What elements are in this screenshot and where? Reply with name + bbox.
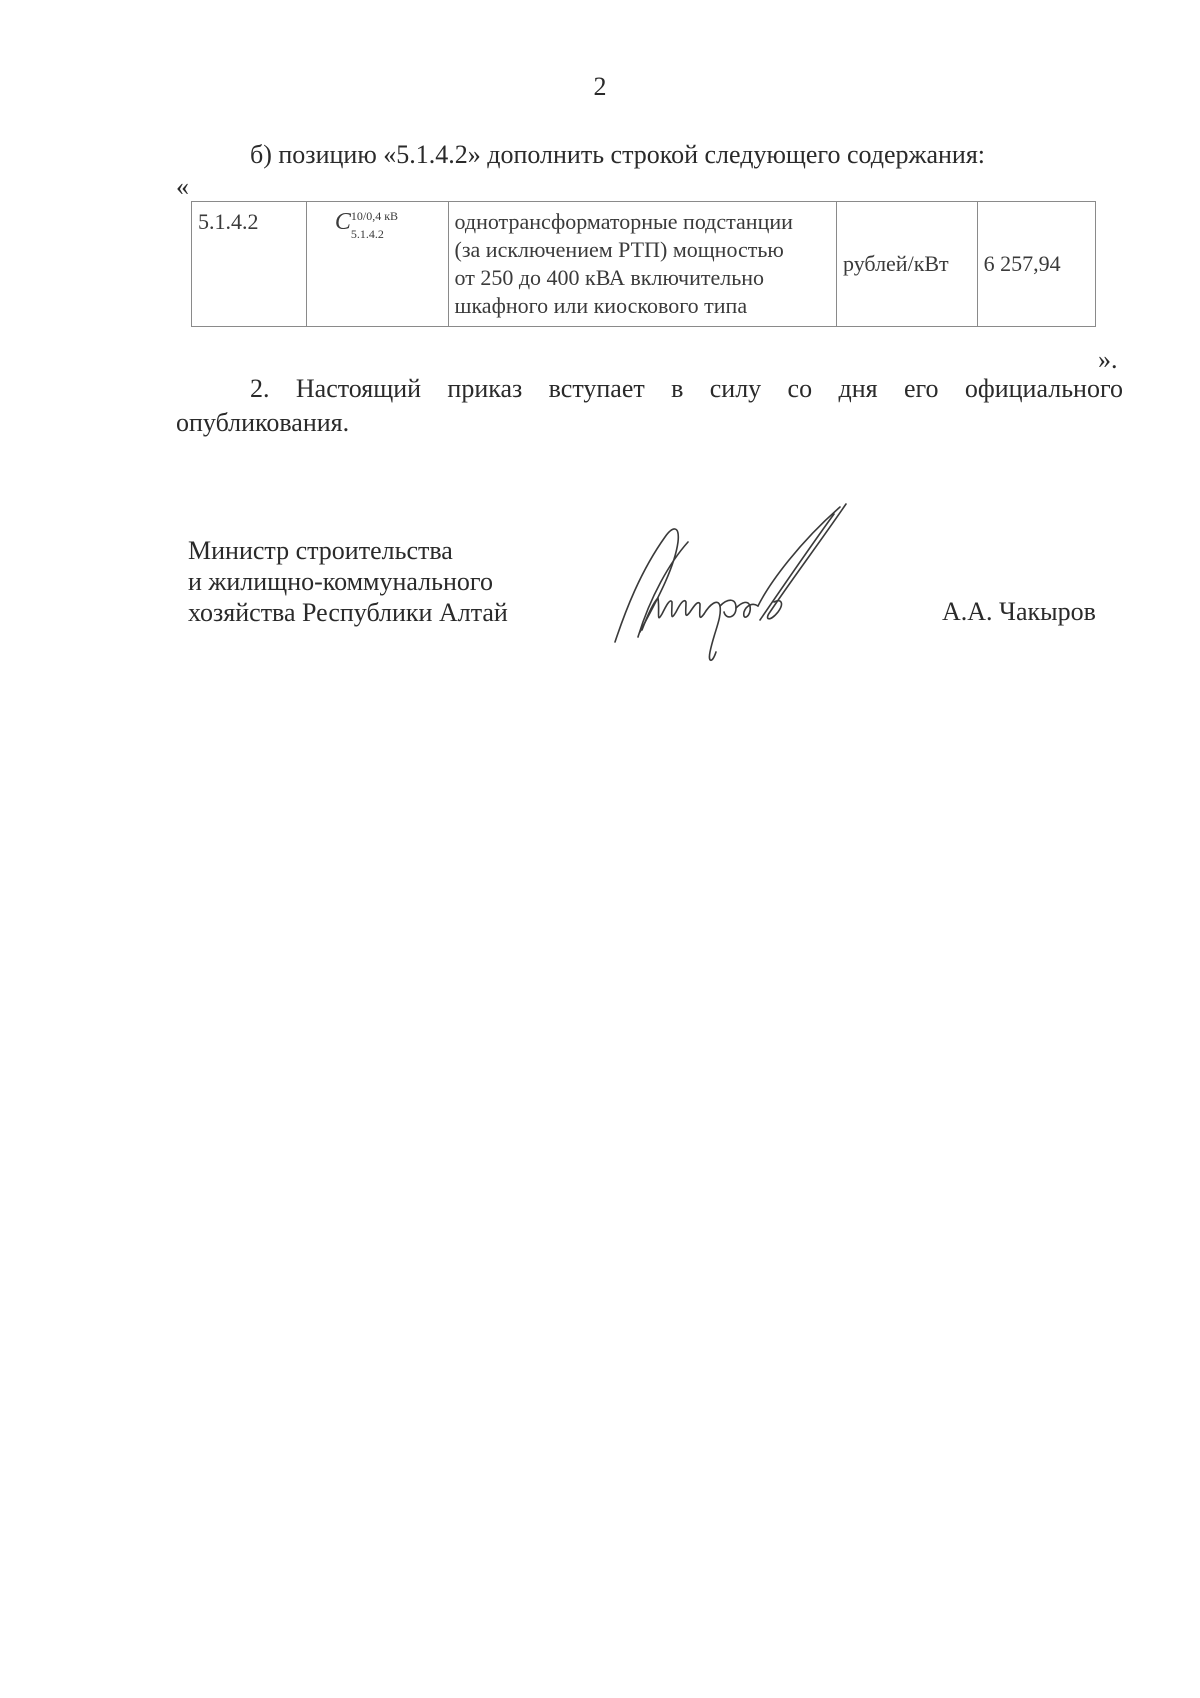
description-line: (за исключением РТП) мощностью (454, 237, 784, 262)
signatory-title-line: и жилищно-коммунального (188, 567, 493, 596)
closing-quote: ». (1098, 345, 1118, 374)
signatory-name: А.А. Чакыров (942, 597, 1096, 626)
cell-rate-symbol (306, 202, 448, 327)
rate-symbol-base: C (334, 209, 351, 235)
amendment-intro: б) позицию «5.1.4.2» дополнить строкой следующего содержания: (250, 140, 986, 169)
signatory-title-line: хозяйства Республики Алтай (188, 598, 508, 627)
page-number: 2 (593, 72, 607, 101)
description-line: однотрансформаторные подстанции (454, 209, 793, 234)
signatory-title-line: Министр строительства (188, 536, 453, 565)
rate-table (191, 201, 1096, 327)
opening-quote: « (176, 172, 189, 201)
cell-position: 5.1.4.2 (192, 202, 307, 327)
description-line: от 250 до 400 кВА включительно (454, 265, 765, 290)
table-row (192, 202, 1096, 327)
handwritten-signature (610, 502, 880, 672)
cell-description (448, 202, 836, 327)
description-line: шкафного или киоскового типа (454, 293, 748, 318)
cell-value: 6 257,94 (977, 202, 1095, 327)
cell-unit: рублей/кВт (837, 202, 978, 327)
rate-symbol-superscript: 10/0,4 кВ (350, 209, 399, 223)
rate-symbol-subscript: 5.1.4.2 (350, 227, 384, 241)
signatory-title (188, 535, 508, 628)
rate-symbol (334, 208, 399, 241)
paragraph-effective-date: 2. Настоящий приказ вступает в силу со дня его официального опубликования. (176, 374, 1123, 437)
